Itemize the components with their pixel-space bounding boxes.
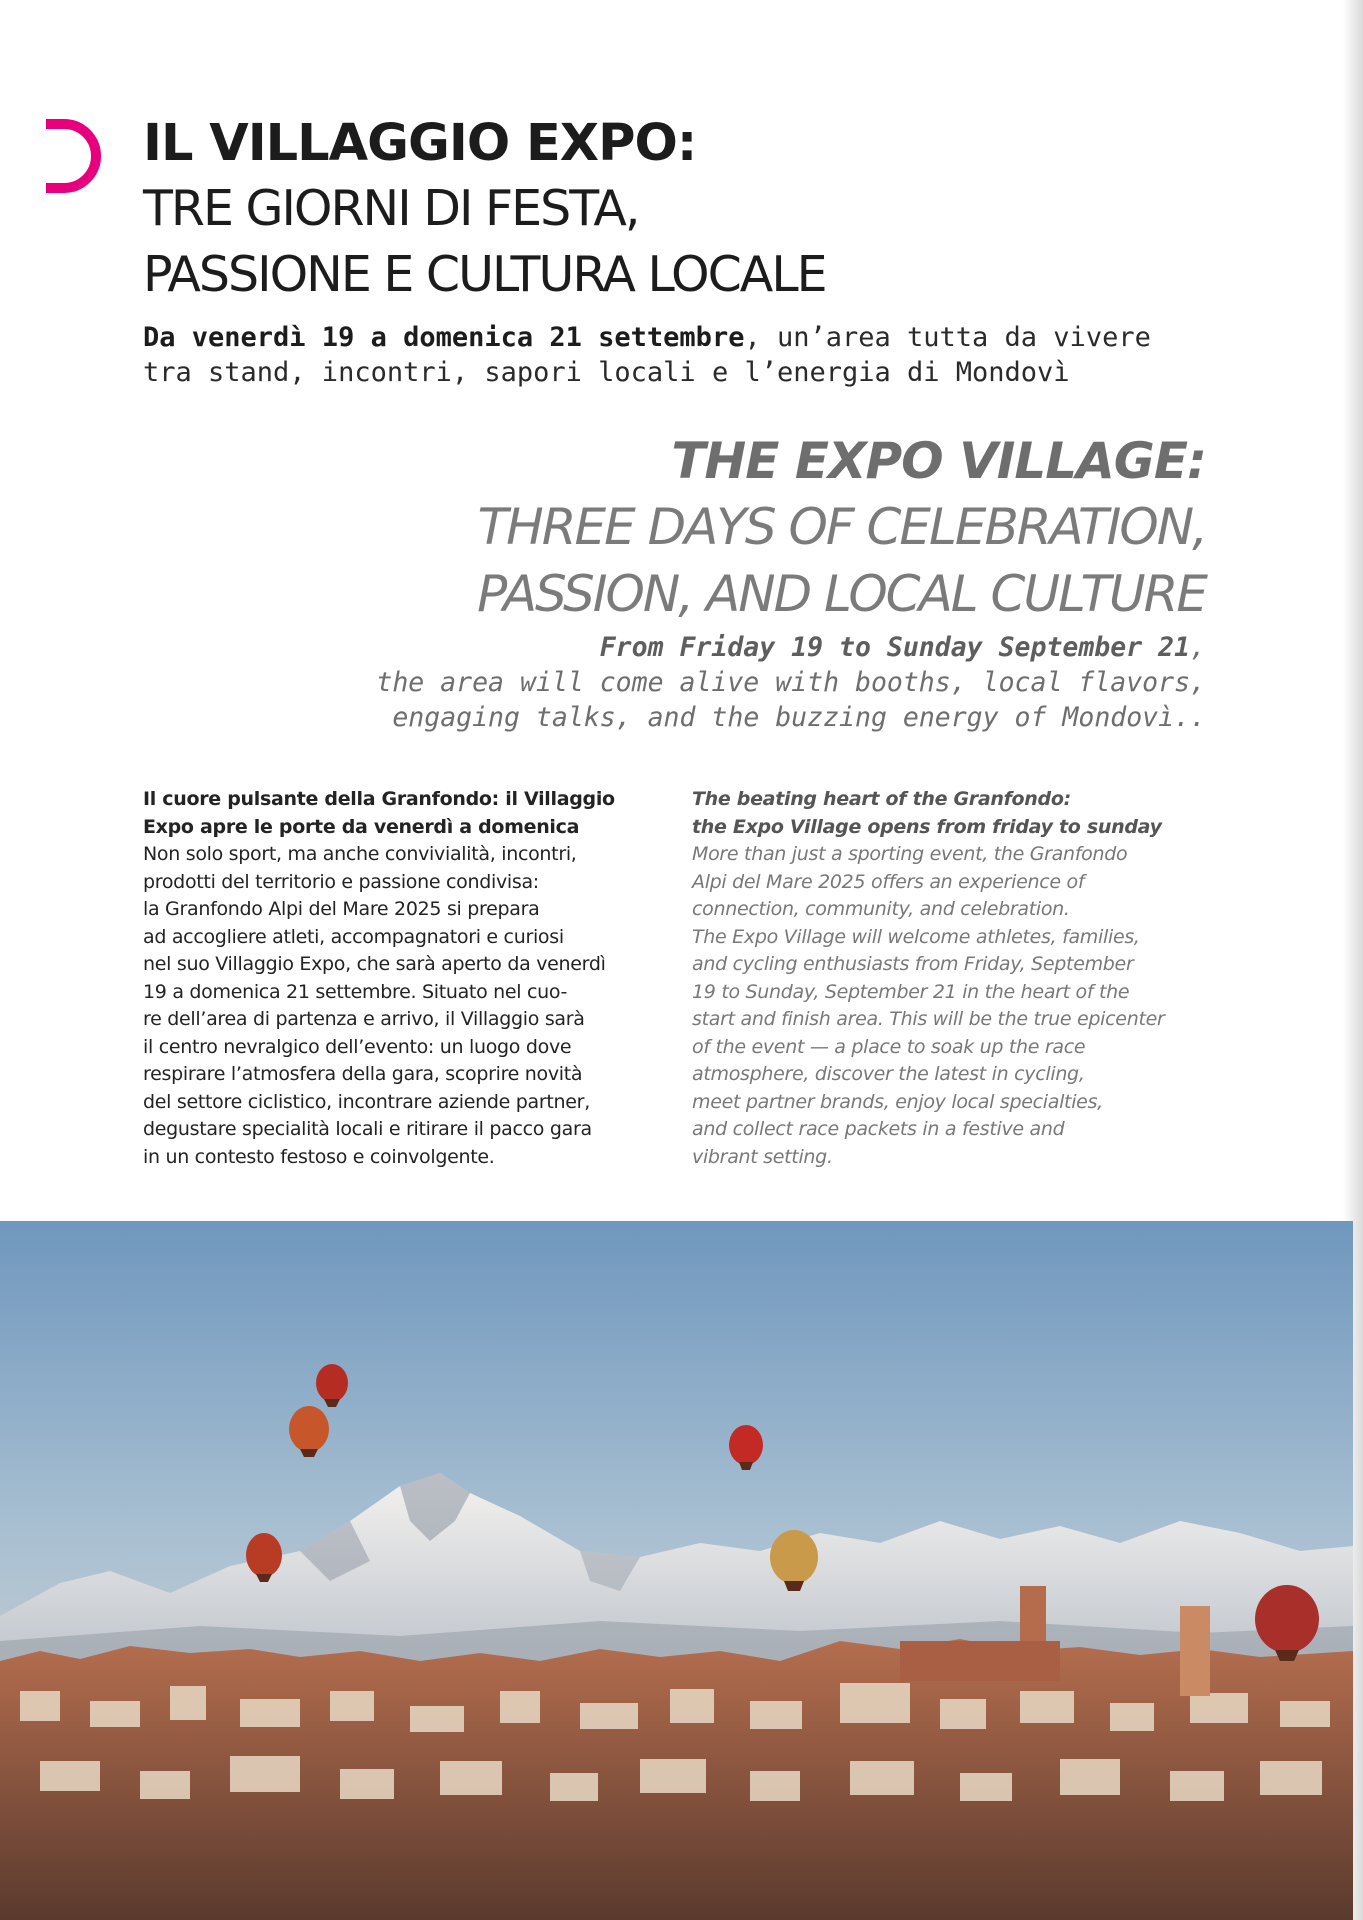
article-english-body-line: The Expo Village will welcome athletes, families, xyxy=(692,925,1140,948)
article-italian-body-line: degustare specialità locali e ritirare il pacco gara xyxy=(143,1118,592,1140)
article-italian-body-line: prodotti del territorio e passione condivisa: xyxy=(143,870,539,893)
italian-lead-dates: Da venerdì 19 a domenica 21 settembre xyxy=(143,322,745,353)
italian-header xyxy=(143,112,1243,390)
article-english-body-line: atmosphere, discover the latest in cycling, xyxy=(692,1063,1085,1085)
landscape-illustration xyxy=(0,1221,1353,1920)
article-english-body-line: and collect race packets in a festive and xyxy=(692,1118,1065,1140)
article-italian-heading-line: Il cuore pulsante della Granfondo: il Villaggio xyxy=(143,788,615,810)
article-english xyxy=(692,786,1232,1171)
article-italian-body-line: la Granfondo Alpi del Mare 2025 si prepara xyxy=(143,898,540,920)
article-english-body-line: of the event — a place to soak up the race xyxy=(692,1035,1086,1058)
article-italian-body-line: il centro nevralgico dell’evento: un luogo dove xyxy=(143,1035,572,1058)
hot-air-balloons-photo xyxy=(0,1221,1353,1920)
italian-subtitle-line2: PASSIONE E CULTURA LOCALE xyxy=(143,246,826,303)
english-lead xyxy=(206,630,1206,735)
article-italian-heading-line: Expo apre le porte da venerdì a domenica xyxy=(143,815,580,838)
italian-lead xyxy=(143,320,1243,390)
english-subtitle-line2: PASSION, AND LOCAL CULTURE xyxy=(477,565,1206,623)
article-italian-body-line: nel suo Villaggio Expo, che sarà aperto da venerdì xyxy=(143,953,606,975)
italian-lead-line2: tra stand, incontri, sapori locali e l’energia di Mondovì xyxy=(143,357,1070,388)
english-lead-rest: , xyxy=(1190,632,1206,663)
italian-lead-line1 xyxy=(143,320,1243,355)
article-english-body-line: and cycling enthusiasts from Friday, September xyxy=(692,953,1134,975)
article-italian-body-line: re dell’area di partenza e arrivo, il Villaggio sarà xyxy=(143,1008,585,1030)
english-title: THE EXPO VILLAGE: xyxy=(671,432,1206,490)
italian-lead-rest: , un’area tutta da vivere xyxy=(744,322,1151,353)
article-italian-body-line: respirare l’atmosfera della gara, scoprire novità xyxy=(143,1063,583,1085)
english-lead-line3: engaging talks, and the buzzing energy of Mondovì.. xyxy=(392,702,1206,733)
english-subtitle-line1: THREE DAYS OF CELEBRATION, xyxy=(477,498,1206,556)
article-english-body-line: start and finish area. This will be the true epicenter xyxy=(692,1008,1165,1030)
article-english-heading-line: the Expo Village opens from friday to sunday xyxy=(692,815,1162,838)
article-english-body-line: meet partner brands, enjoy local specialties, xyxy=(692,1090,1103,1113)
article-english-body-line: connection, community, and celebration. xyxy=(692,898,1070,920)
english-header xyxy=(206,428,1206,735)
article-english-body-line: vibrant setting. xyxy=(692,1145,833,1168)
article-english-body-line: More than just a sporting event, the Granfondo xyxy=(692,843,1128,865)
english-lead-line2: the area will come alive with booths, local flavors, xyxy=(376,667,1206,698)
italian-subtitle-line1: TRE GIORNI DI FESTA, xyxy=(143,180,639,237)
article-english-body-line: Alpi del Mare 2025 offers an experience of xyxy=(692,870,1085,893)
article-english-heading-line: The beating heart of the Granfondo: xyxy=(692,788,1071,810)
article-english-body-line: 19 to Sunday, September 21 in the heart of the xyxy=(692,980,1130,1003)
english-lead-dates: From Friday 19 to Sunday September 21 xyxy=(599,632,1191,663)
article-italian xyxy=(143,786,683,1171)
article-italian-body-line: 19 a domenica 21 settembre. Situato nel cuo- xyxy=(143,980,568,1003)
article-italian-body-line: Non solo sport, ma anche convivialità, incontri, xyxy=(143,843,577,865)
accent-bracket-icon xyxy=(42,118,102,194)
article-italian-body-line: in un contesto festoso e coinvolgente. xyxy=(143,1145,495,1168)
english-lead-line1 xyxy=(206,630,1206,665)
article-italian-body-line: del settore ciclistico, incontrare aziende partner, xyxy=(143,1090,590,1113)
italian-title: IL VILLAGGIO EXPO: xyxy=(143,114,697,173)
article-italian-body-line: ad accogliere atleti, accompagnatori e curiosi xyxy=(143,925,564,948)
